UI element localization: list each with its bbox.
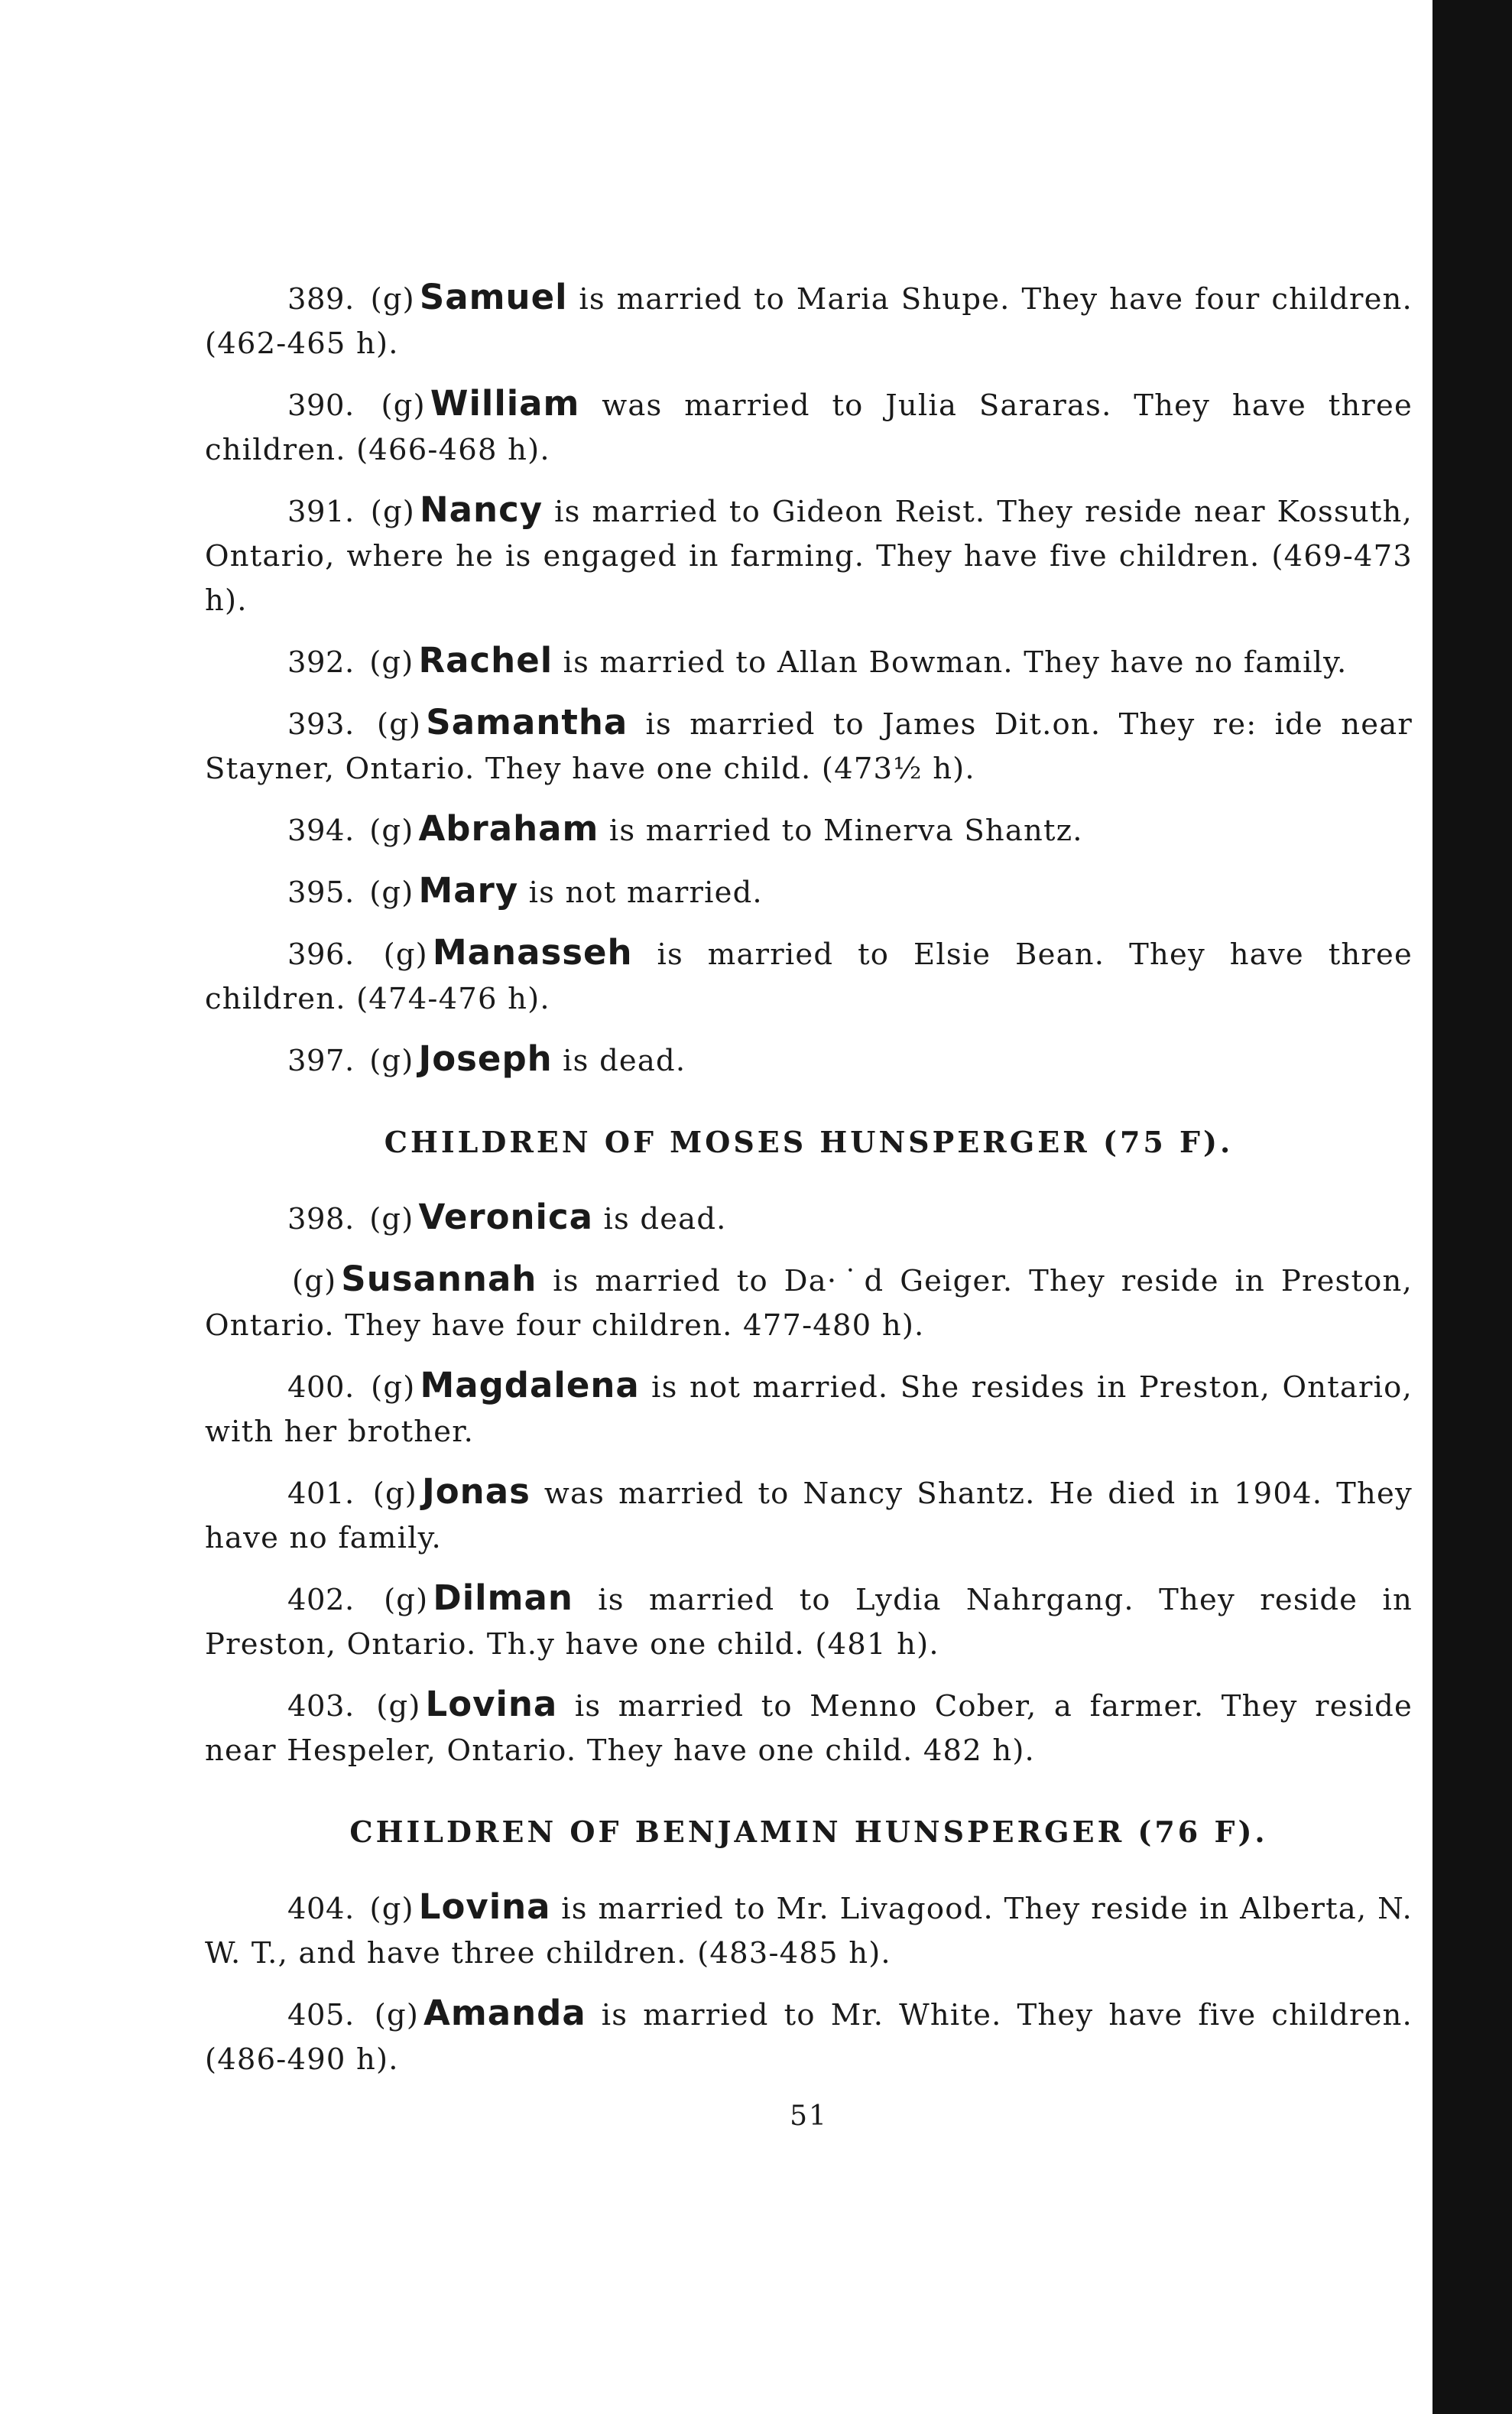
person-name: Lovina bbox=[425, 1684, 558, 1724]
genealogy-entry: 391. (g) Nancy is married to Gideon Reist. They reside near Kossuth, Ontario, where he is engaged in farming. They have five children. (469-473 h). bbox=[205, 489, 1413, 618]
person-name: Rachel bbox=[418, 640, 553, 681]
person-name: Samantha bbox=[426, 702, 628, 742]
genealogy-entry: 400. (g) Magdalena is not married. She resides in Preston, Ontario, with her brother. bbox=[205, 1365, 1413, 1449]
genealogy-entry: 405. (g) Amanda is married to Mr. White. They have five children. (486-490 h). bbox=[205, 1993, 1413, 2077]
person-name: Veronica bbox=[418, 1197, 593, 1237]
genealogy-entry: 392. (g) Rachel is married to Allan Bowman. They have no family. bbox=[287, 640, 1348, 681]
genealogy-entry: 403. (g) Lovina is married to Menno Cober, a farmer. They reside near Hespeler, Ontario. They have one child. 482 h). bbox=[205, 1684, 1413, 1768]
person-name: Lovina bbox=[418, 1886, 551, 1927]
genealogy-entry: 394. (g) Abraham is married to Minerva Shantz. bbox=[287, 808, 1083, 849]
genealogy-entry: 402. (g) Dilman is married to Lydia Nahrgang. They reside in Preston, Ontario. Th.y have one child. (481 h). bbox=[205, 1577, 1413, 1662]
entry-group-3 bbox=[205, 1885, 1413, 2082]
genealogy-entry: 395. (g) Mary is not married. bbox=[287, 870, 763, 911]
person-name: Dilman bbox=[433, 1577, 573, 1618]
genealogy-entry: 393. (g) Samantha is married to James Dit.on. They re: ide near Stayner, Ontario. They have one child. (473½ h). bbox=[205, 702, 1413, 786]
person-name: Manasseh bbox=[432, 932, 633, 973]
person-name: Joseph bbox=[418, 1038, 553, 1079]
person-name: Jonas bbox=[422, 1471, 530, 1512]
person-name: Amanda bbox=[423, 1993, 586, 2033]
document-page bbox=[205, 275, 1413, 2132]
entry-group-1 bbox=[205, 275, 1413, 1084]
section-heading: CHILDREN OF BENJAMIN HUNSPERGER (76 F). bbox=[349, 1815, 1268, 1849]
genealogy-entry: 390. (g) William was married to Julia Sararas. They have three children. (466-468 h). bbox=[205, 383, 1413, 467]
page-number: 51 bbox=[790, 2100, 828, 2132]
person-name: Abraham bbox=[418, 808, 599, 849]
genealogy-entry: 404. (g) Lovina is married to Mr. Livagood. They reside in Alberta, N. W. T., and have three children. (483-485 h). bbox=[205, 1886, 1413, 1971]
person-name: Samuel bbox=[419, 277, 568, 317]
scan-edge-bar bbox=[1433, 0, 1512, 2414]
person-name: Mary bbox=[418, 870, 519, 911]
entry-group-2 bbox=[205, 1195, 1413, 1773]
genealogy-entry: 397. (g) Joseph is dead. bbox=[287, 1038, 686, 1079]
genealogy-entry: (g) Susannah is married to Da·˙d Geiger. They reside in Preston, Ontario. They have four children. 477-480 h). bbox=[205, 1259, 1413, 1343]
person-name: Nancy bbox=[420, 489, 543, 530]
genealogy-entry: 396. (g) Manasseh is married to Elsie Bean. They have three children. (474-476 h). bbox=[205, 932, 1413, 1016]
genealogy-entry: 401. (g) Jonas was married to Nancy Shantz. He died in 1904. They have no family. bbox=[205, 1471, 1413, 1555]
person-name: Magdalena bbox=[420, 1365, 640, 1405]
person-name: William bbox=[430, 383, 580, 424]
genealogy-entry: 398. (g) Veronica is dead. bbox=[287, 1197, 727, 1237]
section-heading: CHILDREN OF MOSES HUNSPERGER (75 F). bbox=[384, 1125, 1234, 1159]
genealogy-entry: 389. (g) Samuel is married to Maria Shupe. They have four children. (462-465 h). bbox=[205, 277, 1413, 361]
person-name: Susannah bbox=[341, 1259, 537, 1299]
